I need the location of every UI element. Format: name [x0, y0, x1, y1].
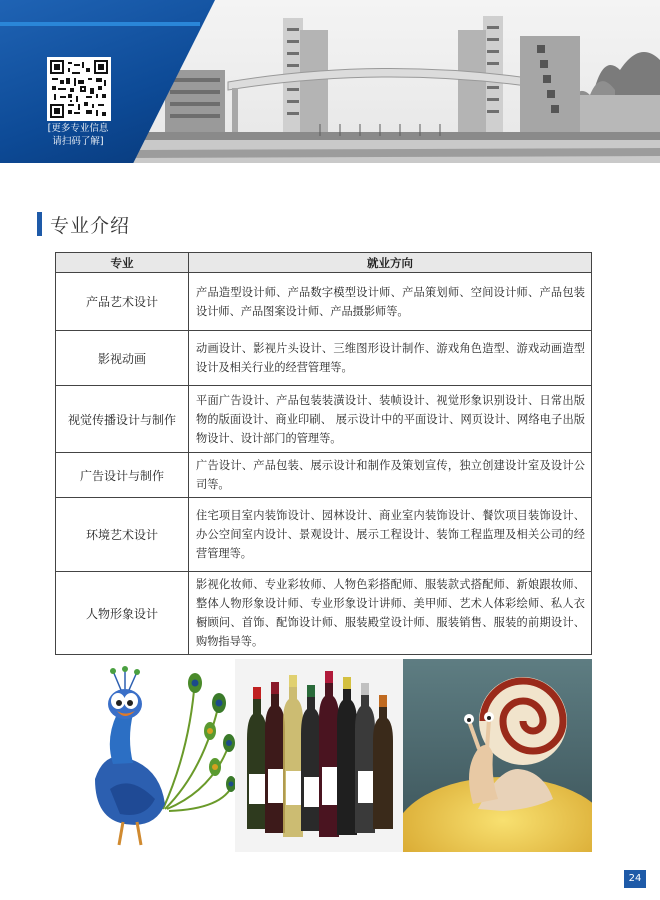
illustration-strip: [55, 659, 592, 852]
header-major: 专业: [56, 253, 189, 273]
career-description: 住宅项目室内装饰设计、园林设计、商业室内装饰设计、餐饮项目装饰设计、办公空间室内设计、景观设计、展示工程设计、装饰工程监理及相关公司的经营管理等。: [189, 498, 592, 572]
majors-table: [55, 252, 592, 655]
major-name: 视觉传播设计与制作: [56, 386, 189, 453]
career-description: 广告设计、产品包装、展示设计和制作及策划宣传，独立创建设计室及设计公司等。: [189, 453, 592, 498]
table-row: [56, 331, 592, 386]
major-name: 产品艺术设计: [56, 273, 189, 331]
header-banner: [0, 0, 660, 163]
career-description: 动画设计、影视片头设计、三维图形设计制作、游戏角色造型、游戏动画造型设计及相关行业的经营管理等。: [189, 331, 592, 386]
wine-bottles-photo: [235, 659, 403, 852]
snail-illustration: [403, 659, 592, 852]
header-accent-line: [0, 22, 200, 26]
qr-code-image[interactable]: [47, 57, 111, 121]
career-description: 产品造型设计师、产品数字模型设计师、产品策划师、空间设计师、产品包装设计师、产品图案设计师、产品摄影师等。: [189, 273, 592, 331]
table-header-row: [56, 253, 592, 273]
table-row: [56, 572, 592, 655]
career-description: 影视化妆师、专业彩妆师、人物色彩搭配师、服装款式搭配师、新娘跟妆师、整体人物形象设计师、专业形象设计讲师、美甲师、艺术人体彩绘师、私人衣橱顾问、首饰、配饰设计师、服装殿堂设计师、服装销售、服装的前期设计、购物指导等。: [189, 572, 592, 655]
table-row: [56, 386, 592, 453]
section-title: 专业介绍: [50, 214, 131, 237]
major-name: 影视动画: [56, 331, 189, 386]
major-name: 人物形象设计: [56, 572, 189, 655]
page-number: 24: [624, 870, 646, 888]
table-row: [56, 498, 592, 572]
peacock-illustration: [55, 659, 235, 852]
major-name: 广告设计与制作: [56, 453, 189, 498]
header-career: 就业方向: [189, 253, 592, 273]
qr-caption: [42, 122, 114, 148]
section-heading: [37, 211, 130, 237]
major-name: 环境艺术设计: [56, 498, 189, 572]
career-description: 平面广告设计、产品包装装潢设计、装帧设计、视觉形象识别设计、日常出版物的版面设计、商业印刷、 展示设计中的平面设计、网页设计、网络电子出版物设计、设计部门的管理等。: [189, 386, 592, 453]
qr-caption-line2: 请扫码了解]: [52, 136, 104, 147]
table-row: [56, 453, 592, 498]
qr-caption-line1: [更多专业信息: [47, 123, 109, 134]
heading-accent-bar: [37, 212, 42, 236]
table-row: [56, 273, 592, 331]
